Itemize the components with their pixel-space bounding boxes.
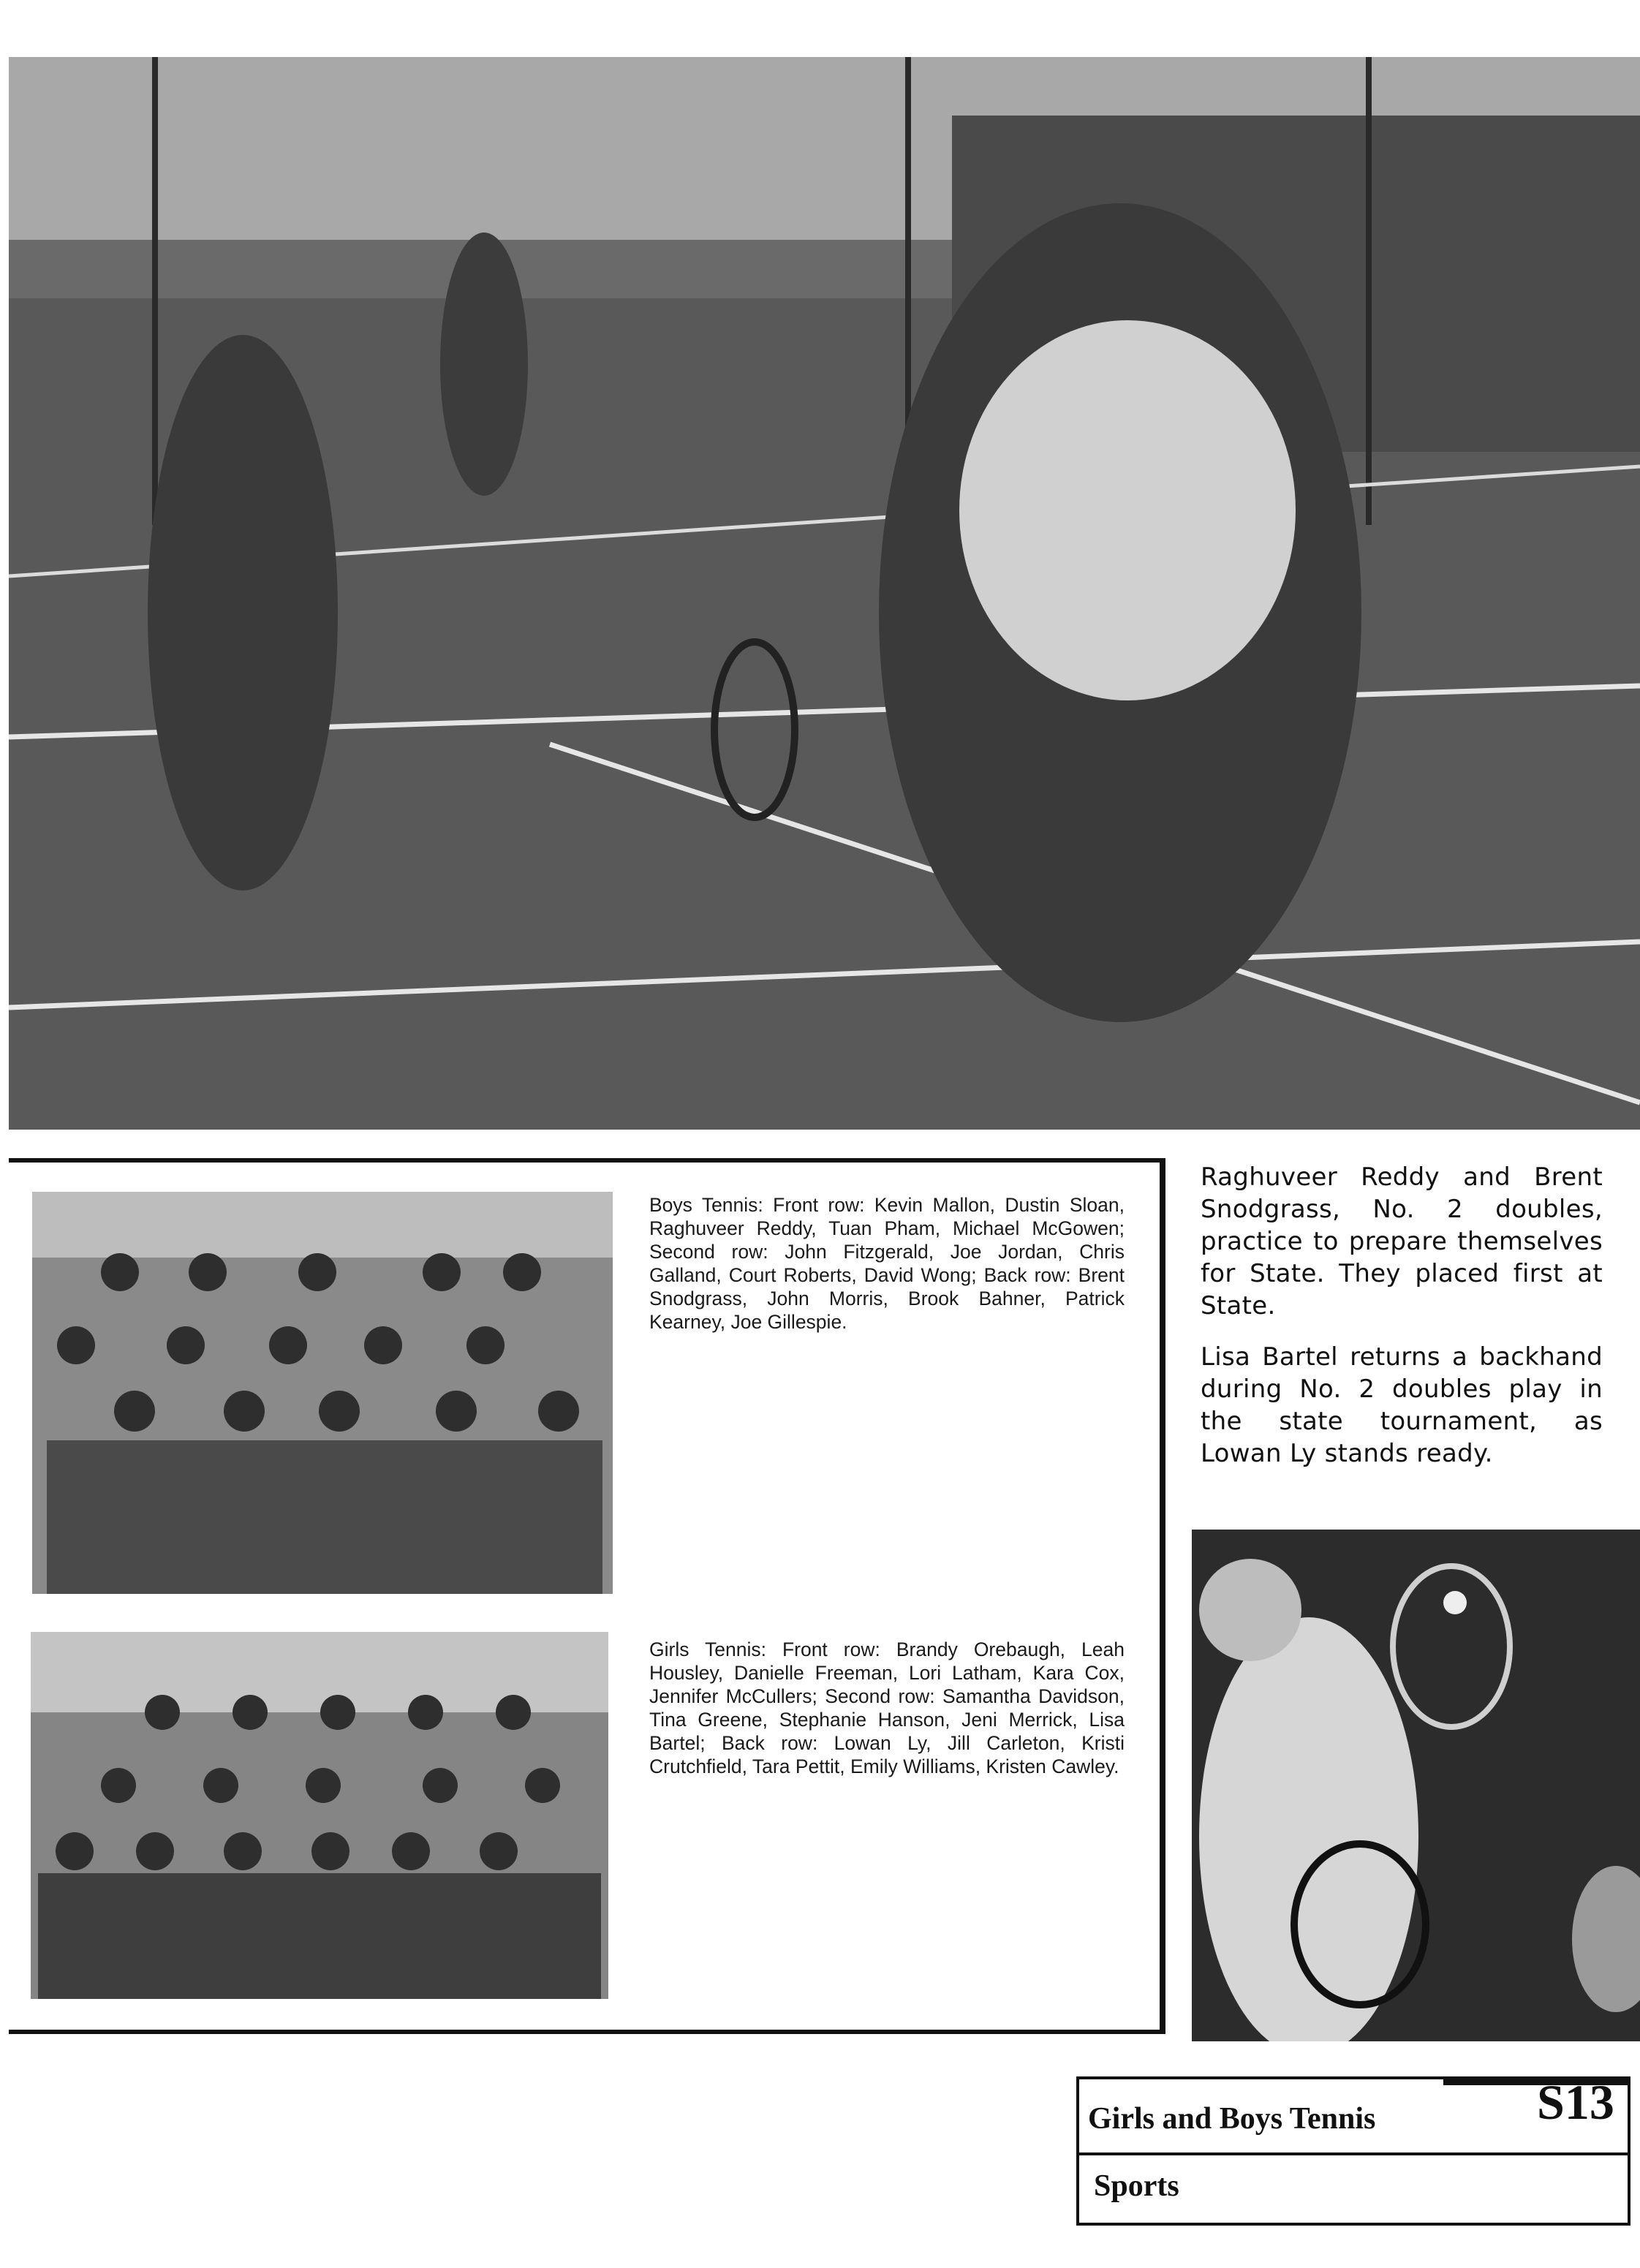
doubles-photo-caption: Raghuveer Reddy and Brent Snodgrass, No. 2 doubles, practice to prepare themselves for State. They placed first at State.	[1201, 1163, 1603, 1320]
page-number: S13	[1537, 2074, 1614, 2130]
section-title: Girls and Boys Tennis	[1088, 2102, 1376, 2136]
backhand-action-photo	[1192, 1530, 1640, 2041]
girls-team-caption: Girls Tennis: Front row: Brandy Orebaugh, Leah Housley, Danielle Freeman, Lori Latham, Kara Cox, Jennifer McCullers; Second row: Samantha Davidson, Tina Greene, Stephanie Hanson, Jeni Merrick, Lisa Bartel; Back row: Lowan Ly, Jill Carleton, Kristi Crutchfield, Tara Pettit, Emily Williams, Kristen Cawley.	[649, 1638, 1125, 1777]
girls-team-photo	[31, 1632, 608, 1999]
section-subtitle: Sports	[1094, 2169, 1179, 2203]
backhand-photo-caption: Lisa Bartel returns a backhand during No. 2 doubles play in the state tournament, as Lowan Ly stands ready.	[1201, 1342, 1603, 1468]
boys-team-caption: Boys Tennis: Front row: Kevin Mallon, Dustin Sloan, Raghuveer Reddy, Tuan Pham, Michael McGowen; Second row: John Fitzgerald, Joe Jordan, Chris Galland, Court Roberts, David Wong; Back row: Brent Snodgrass, John Morris, Brook Bahner, Patrick Kearney, Joe Gillespie.	[649, 1194, 1125, 1333]
top-action-photo	[9, 57, 1640, 1130]
footer-divider	[1076, 2152, 1630, 2155]
boys-team-photo	[32, 1192, 613, 1594]
